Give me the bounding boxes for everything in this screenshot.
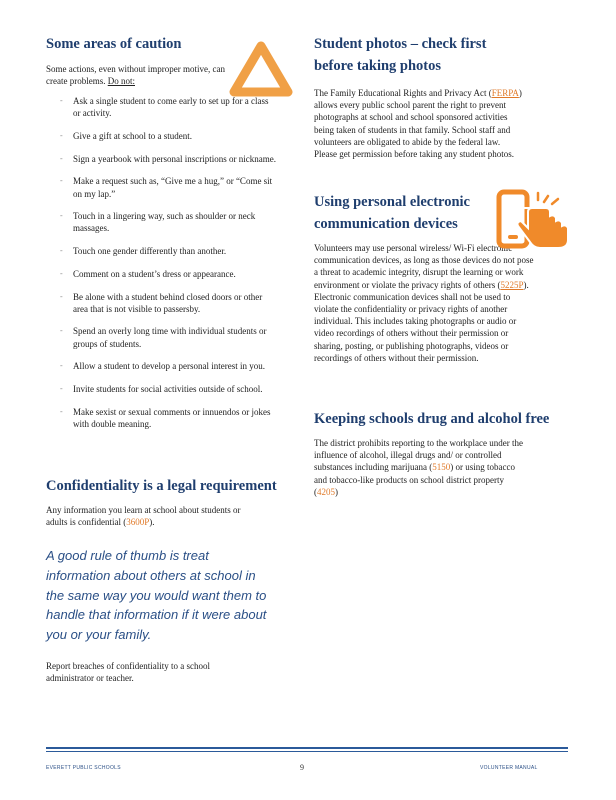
caution-intro: Some actions, even without improper motive, can create problems. Do not: bbox=[46, 64, 225, 87]
list-item: - Make a request such as, “Give me a hug,” or “Come sit on my lap.” bbox=[46, 175, 276, 199]
report-text: Report breaches of confidentiality to a school administrator or teacher. bbox=[46, 661, 210, 684]
policy-link-3600p[interactable]: 3600P bbox=[126, 517, 150, 528]
list-item: - Spend an overly long time with individual students or groups of students. bbox=[46, 325, 276, 349]
footer-right: VOLUNTEER MANUAL bbox=[480, 765, 538, 771]
ferpa-link[interactable]: FERPA bbox=[491, 88, 519, 98]
list-item: - Make sexist or sexual comments or innuendos or jokes with double meaning. bbox=[46, 406, 276, 430]
devices-text: Volunteers may use personal wireless/ Wi-Fi electronic communication devices, as long as those devices do not pose a threat to academic integrity, disrupt the learning or work environment or violate the privacy rights of others (5225P). Electronic communication devices shall not be used to violate the confidentiality or privacy rights of another individual. This includes taking photographs or audio or video recordings of others without their permission or sharing, posting, or publishing photographs, videos or recordings of others without their permission. bbox=[314, 243, 534, 363]
footer-left: EVERETT PUBLIC SCHOOLS bbox=[46, 765, 121, 771]
list-item: - Ask a single student to come early to set up for a class or activity. bbox=[46, 95, 276, 119]
policy-link-4205[interactable]: 4205 bbox=[317, 486, 335, 497]
confidentiality-text: Any information you learn at school about students or adults is confidential (3600P). bbox=[46, 505, 241, 528]
policy-link-5150[interactable]: 5150 bbox=[432, 462, 451, 473]
drugfree-heading: Keeping schools drug and alcohol free bbox=[314, 411, 550, 427]
list-item: - Sign a yearbook with personal inscriptions or nickname. bbox=[46, 153, 276, 165]
caution-heading: Some areas of caution bbox=[46, 36, 182, 52]
page-number: 9 bbox=[300, 763, 305, 772]
photos-text: The Family Educational Rights and Privacy Act (FERPA) allows every public school parent the right to prevent photographs at school and school sponsored activities being taken of students in that family. School staff and volunteers are obligated to abide by the federal law. Please get permission before taking any student photos. bbox=[314, 88, 522, 160]
drugfree-text: The district prohibits reporting to the workplace under the influence of alcohol, illegal drugs and/ or controlled substances including marijuana (5150) or using tobacco and tobacco-like products on school district property (4205) bbox=[314, 438, 523, 497]
list-item: - Allow a student to develop a personal interest in you. bbox=[46, 360, 276, 372]
confidentiality-heading: Confidentiality is a legal requirement bbox=[46, 478, 277, 494]
caution-list bbox=[46, 95, 276, 441]
list-item: - Give a gift at school to a student. bbox=[46, 130, 276, 142]
list-item: - Be alone with a student behind closed doors or other area that is not visible to passersby. bbox=[46, 291, 276, 315]
photos-heading: Student photos – check first before taking photos bbox=[314, 36, 487, 74]
phone-tap-icon bbox=[494, 188, 574, 250]
list-item: - Touch one gender differently than another. bbox=[46, 245, 276, 257]
policy-link-5225p[interactable]: 5225P bbox=[500, 279, 524, 290]
list-item: - Invite students for social activities outside of school. bbox=[46, 383, 276, 395]
footer-rule bbox=[46, 747, 568, 754]
rule-of-thumb-quote: A good rule of thumb is treat information about others at school in the same way you would want them to handle that information if it were about you or your family. bbox=[46, 548, 267, 643]
devices-heading: Using personal electronic communication devices bbox=[314, 194, 470, 232]
do-not-label: Do not: bbox=[107, 76, 135, 87]
list-item: - Comment on a student’s dress or appearance. bbox=[46, 268, 276, 280]
triangle-caution-icon bbox=[226, 38, 296, 100]
list-item: - Touch in a lingering way, such as shoulder or neck massages. bbox=[46, 210, 276, 234]
